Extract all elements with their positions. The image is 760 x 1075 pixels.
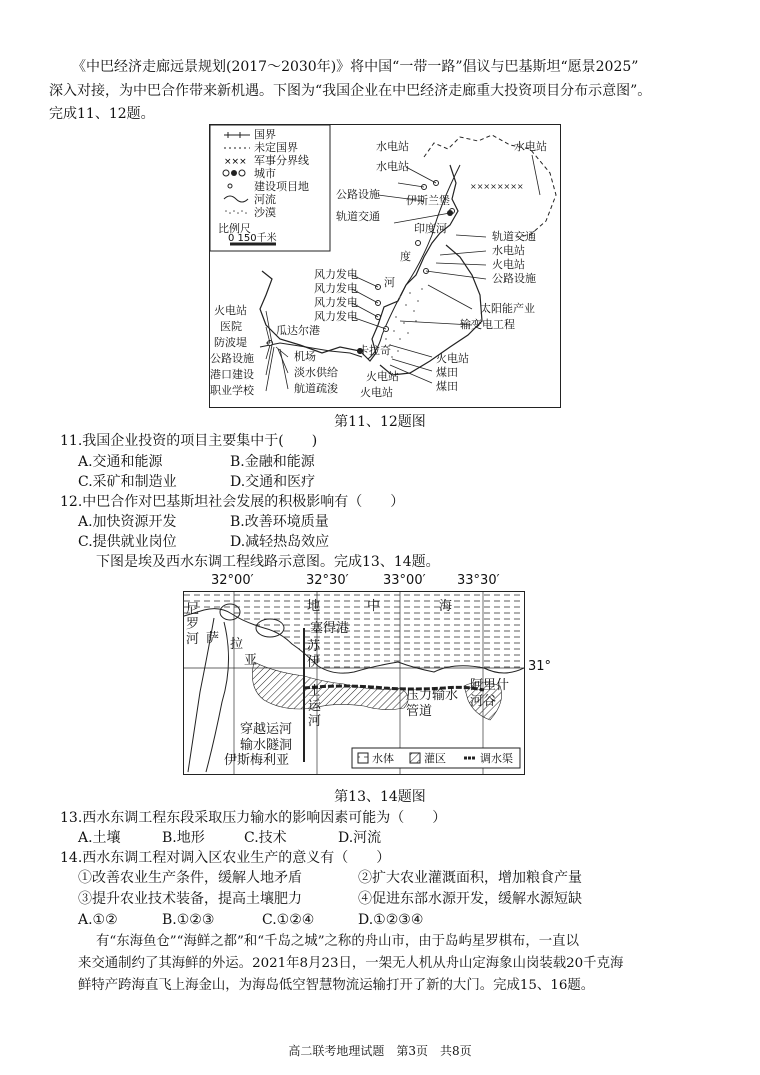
pakistan-map-figure (209, 124, 561, 408)
question-11-option-a: A.交通和能源 (78, 454, 163, 470)
label-hospital: 医院 (220, 320, 242, 333)
label-thermal-1: 火电站 (492, 258, 525, 271)
question-14-item-2: ②扩大农业灌溉面积，增加粮食产量 (358, 870, 582, 886)
label-airport: 机场 (294, 350, 316, 363)
label-water: 淡水供给 (294, 366, 338, 379)
label-highway-2: 公路设施 (492, 272, 536, 285)
lon-tick-2: 32°30′ (306, 573, 349, 588)
legend-irrigation: 灌区 (424, 752, 446, 765)
label-river: 河 (384, 276, 395, 289)
intro1-line2: 深入对接，为中巴合作带来新机遇。下图为“我国企业在中巴经济走廊重大投资项目分布示意图”。 (49, 83, 652, 99)
question-14-option-d: D.①②③④ (358, 912, 424, 928)
label-ismailia: 伊斯梅利亚 (224, 753, 290, 768)
label-wind-4: 风力发电 (314, 310, 358, 323)
legend-canal: 调水渠 (480, 752, 513, 765)
label-suez-canal: 士运河 (308, 684, 322, 729)
lat-tick-31: 31° (528, 659, 552, 674)
question-12-option-b: B.改善环境质量 (230, 514, 329, 530)
legend-project-site: 建设项目地 (254, 180, 309, 193)
legend-undefined-border: 未定国界 (254, 141, 298, 154)
intro1-line1: 《中巴经济走廊远景规划(2017～2030年)》将中国“一带一路”倡议与巴基斯坦“愿景2025” (72, 59, 639, 75)
label-ya: 亚 (244, 653, 258, 668)
label-su: 苏 (307, 639, 321, 654)
svg-text:×××: ××× (224, 157, 247, 167)
figure1-caption: 第11、12题图 (334, 414, 426, 430)
lon-tick-1: 32°00′ (211, 573, 254, 588)
question-14-option-b: B.①②③ (162, 912, 215, 928)
label-thermal-left: 火电站 (214, 304, 247, 317)
label-transmission: 输变电工程 (460, 318, 515, 331)
question-11-option-d: D.交通和医疗 (230, 474, 316, 490)
label-du: 度 (400, 250, 411, 263)
figure2-caption: 第13、14题图 (334, 789, 426, 805)
label-sea-zhong: 中 (367, 599, 381, 614)
scale-label: 比例尺 (218, 222, 251, 235)
label-port: 港口建设 (210, 368, 254, 381)
lon-tick-4: 33°30′ (457, 573, 500, 588)
label-yi: 伊 (307, 655, 321, 670)
label-coal-2: 煤田 (436, 380, 458, 393)
label-highway-left: 公路设施 (210, 352, 254, 365)
label-hydro-4: 水电站 (492, 244, 525, 257)
label-coal-1: 煤田 (436, 366, 458, 379)
label-islamabad: 伊斯兰堡 (406, 194, 450, 207)
question-14-stem: 14.西水东调工程对调入区农业生产的意义有（ ） (60, 850, 391, 866)
label-wind-2: 风力发电 (314, 282, 358, 295)
label-hydro-1: 水电站 (376, 140, 409, 153)
label-indus: 印度河 (414, 222, 447, 235)
legend-river: 河流 (254, 193, 276, 206)
legend-military-line: 军事分界线 (254, 154, 309, 167)
question-13-stem: 13.西水东调工程东段采取压力输水的影响因素可能为（ ） (60, 810, 447, 826)
label-solar: 太阳能产业 (480, 302, 535, 315)
intro3-line2: 来交通制约了其海鲜的外运。2021年8月23日，一架无人机从舟山定海象山岗装载20千克海 (78, 956, 624, 971)
question-13-option-a: A.土壤 (78, 830, 121, 846)
question-13-option-b: B.地形 (162, 830, 205, 846)
question-13-option-c: C.技术 (244, 830, 287, 846)
question-11-option-b: B.金融和能源 (230, 454, 315, 470)
label-arish-valley: 阿里什河谷 (470, 678, 510, 709)
legend-water-body: 水体 (372, 752, 394, 765)
question-12-option-c: C.提供就业岗位 (78, 534, 177, 550)
label-sea-hai: 海 (439, 599, 453, 614)
label-thermal-k: 火电站 (366, 370, 399, 383)
legend-border: 国界 (254, 128, 276, 141)
question-14-option-c: C.①②④ (262, 912, 315, 928)
label-wind-3: 风力发电 (314, 296, 358, 309)
label-hydro-3: 水电站 (514, 140, 547, 153)
label-rail-2: 轨道交通 (492, 230, 536, 243)
label-school: 职业学校 (210, 384, 254, 397)
label-la: 拉 (230, 637, 244, 652)
question-14-item-4: ④促进东部水源开发，缓解水源短缺 (358, 891, 582, 907)
question-12-option-d: D.减轻热岛效应 (230, 534, 330, 550)
label-pressure-pipe: 压力输水管道 (406, 688, 459, 719)
label-hydro-2: 水电站 (376, 160, 409, 173)
label-rail-1: 轨道交通 (336, 210, 380, 223)
label-highway-1: 公路设施 (336, 188, 380, 201)
question-14-item-1: ①改善农业生产条件，缓解人地矛盾 (78, 870, 302, 886)
legend-desert: 沙漠 (254, 206, 276, 219)
label-nile: 尼罗河 (186, 602, 200, 647)
intro3-line1: 有“东海鱼仓”“海鲜之都”和“千岛之城”之称的舟山市，由于岛屿星罗棋布，一直以 (96, 934, 579, 949)
page-footer: 高二联考地理试题 第3页 共8页 (288, 1044, 472, 1058)
label-breakwater: 防波堤 (214, 336, 247, 349)
question-14-item-3: ③提升农业技术装备，提高土壤肥力 (78, 891, 302, 907)
egypt-map-figure (183, 591, 525, 775)
label-sa: 萨 (206, 631, 220, 646)
question-11-stem: 11.我国企业投资的项目主要集中于( ) (60, 433, 318, 449)
question-13-option-d: D.河流 (338, 830, 382, 846)
label-sea-di: 地 (307, 599, 321, 614)
question-14-option-a: A.①② (78, 912, 118, 928)
label-wind-1: 风力发电 (314, 268, 358, 281)
lon-tick-3: 33°00′ (383, 573, 426, 588)
legend-city: 城市 (254, 167, 276, 180)
intro2: 下图是埃及西水东调工程线路示意图。完成13、14题。 (96, 554, 440, 570)
scale-text: 0 150千米 (228, 233, 277, 244)
intro1-line3: 完成11、12题。 (49, 106, 155, 122)
question-12-stem: 12.中巴合作对巴基斯坦社会发展的积极影响有（ ） (60, 494, 405, 510)
label-tunnel: 穿越运河输水隧洞 (240, 722, 293, 753)
label-thermal-b: 火电站 (360, 386, 393, 399)
question-12-option-a: A.加快资源开发 (78, 514, 177, 530)
question-11-option-c: C.采矿和制造业 (78, 474, 177, 490)
svg-text:××××××××: ×××××××× (470, 182, 524, 191)
label-gwadar: 瓜达尔港 (276, 324, 320, 337)
label-channel: 航道疏浚 (294, 382, 338, 395)
label-karachi: 卡拉奇 (358, 344, 391, 357)
intro3-line3: 鲜特产跨海直飞上海金山，为海岛低空智慧物流运输打开了新的大门。完成15、16题。 (78, 978, 595, 993)
label-port-said: 塞得港 (310, 621, 350, 636)
label-thermal-r: 火电站 (436, 352, 469, 365)
